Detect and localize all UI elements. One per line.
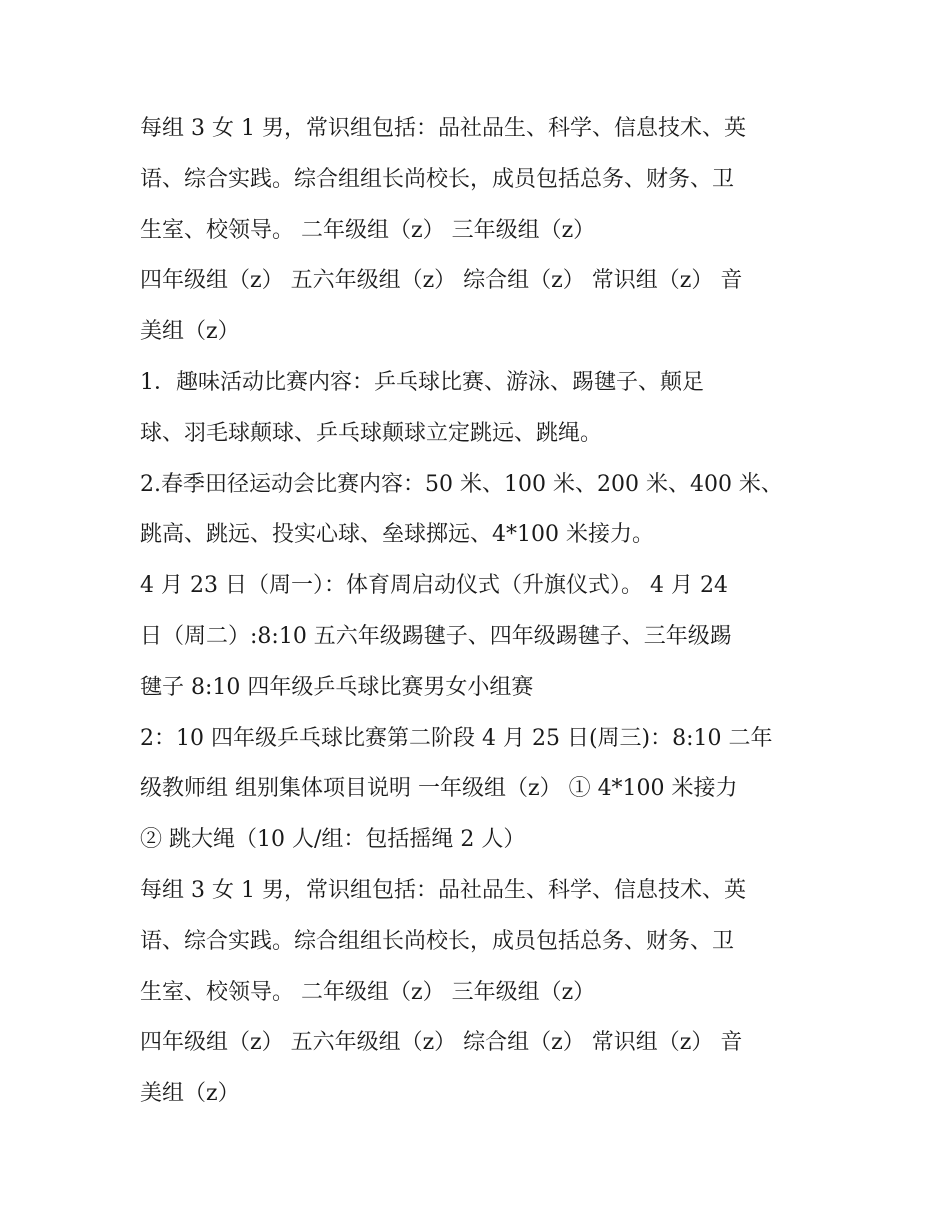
text-line: 2.春季田径运动会比赛内容：50 米、100 米、200 米、400 米、 <box>140 471 783 497</box>
text-line: 毽子 8:10 四年级乒乓球比赛男女小组赛 <box>140 674 534 700</box>
text-line: 1．趣味活动比赛内容：乒乓球比赛、游泳、踢毽子、颠足 <box>140 369 704 395</box>
text-line: 四年级组（z） 五六年级组（z） 综合组（z） 常识组（z） 音 <box>140 1030 743 1056</box>
text-line: 4 月 23 日（周一）：体育周启动仪式（升旗仪式）。 4 月 24 <box>140 573 728 599</box>
text-line: 四年级组（z） 五六年级组（z） 综合组（z） 常识组（z） 音 <box>140 268 743 294</box>
text-line: 日（周二）:8:10 五六年级踢毽子、四年级踢毽子、三年级踢 <box>140 623 732 649</box>
text-line: 生室、校领导。 二年级组（z） 三年级组（z） <box>140 979 596 1005</box>
text-line: 球、羽毛球颠球、乒乓球颠球立定跳远、跳绳。 <box>140 420 603 446</box>
text-line: ② 跳大绳（10 人/组：包括摇绳 2 人） <box>140 827 526 853</box>
text-line: 每组 3 女 1 男，常识组包括：品社品生、科学、信息技术、英 <box>140 877 746 903</box>
document-body <box>140 104 830 1120</box>
text-line: 美组（z） <box>140 1081 240 1107</box>
text-line: 级教师组 组别集体项目说明 一年级组（z） ① 4*100 米接力 <box>140 776 738 802</box>
text-line: 语、综合实践。综合组组长尚校长，成员包括总务、财务、卫 <box>140 166 735 192</box>
text-line: 美组（z） <box>140 319 240 345</box>
text-line: 生室、校领导。 二年级组（z） 三年级组（z） <box>140 217 596 243</box>
text-line: 语、综合实践。综合组组长尚校长，成员包括总务、财务、卫 <box>140 928 735 954</box>
text-line: 2：10 四年级乒乓球比赛第二阶段 4 月 25 日(周三)：8:10 二年 <box>140 725 773 751</box>
text-line: 跳高、跳远、投实心球、垒球掷远、4*100 米接力。 <box>140 522 654 548</box>
text-line: 每组 3 女 1 男，常识组包括：品社品生、科学、信息技术、英 <box>140 116 746 141</box>
